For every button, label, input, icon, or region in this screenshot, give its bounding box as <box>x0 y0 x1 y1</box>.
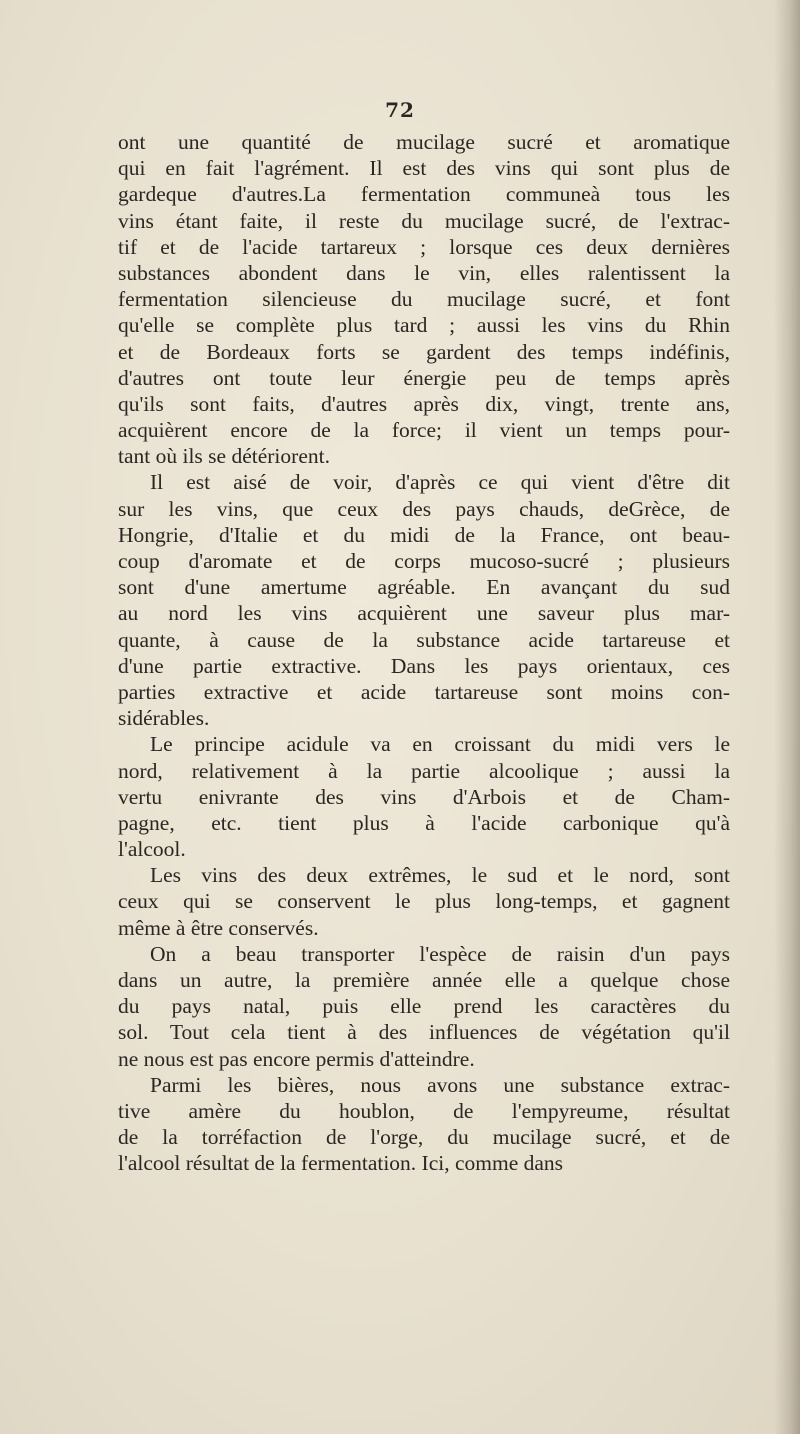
text-line: Les vins des deux extrêmes, le sud et le nord, sont <box>150 863 730 888</box>
text-line: sidérables. <box>118 706 210 731</box>
text-line: fermentation silencieuse du mucilage sucré, et font <box>118 287 730 312</box>
text-line: vins étant faite, il reste du mucilage sucré, de l'extrac- <box>118 208 730 233</box>
paragraph <box>118 469 730 731</box>
text-line: d'une partie extractive. Dans les pays orientaux, ces <box>118 653 730 678</box>
paragraph <box>118 129 730 469</box>
text-line: Le principe acidule va en croissant du midi vers le <box>150 732 730 757</box>
text-line: ne nous est pas encore permis d'atteindre. <box>118 1046 475 1071</box>
text-line: sol. Tout cela tient à des influences de végétation qu'il <box>118 1020 730 1045</box>
text-line: On a beau transporter l'espèce de raisin d'un pays <box>150 941 730 966</box>
text-line: gardeque d'autres.La fermentation communeà tous les <box>118 182 730 207</box>
text-line: au nord les vins acquièrent une saveur plus mar- <box>118 601 730 626</box>
text-line: nord, relativement à la partie alcoolique ; aussi la <box>118 758 730 783</box>
text-line: pagne, etc. tient plus à l'acide carbonique qu'à <box>118 810 730 835</box>
text-line: substances abondent dans le vin, elles ralentissent la <box>118 260 730 285</box>
body-text <box>118 129 730 1177</box>
text-line: l'alcool. <box>118 837 186 862</box>
text-line: qui en fait l'agrément. Il est des vins qui sont plus de <box>118 156 730 181</box>
page-edge-shadow <box>774 0 800 1434</box>
text-line: ceux qui se conservent le plus long-temps, et gagnent <box>118 889 730 914</box>
text-line: tif et de l'acide tartareux ; lorsque ces deux dernières <box>118 234 730 259</box>
text-line: parties extractive et acide tartareuse sont moins con- <box>118 679 730 704</box>
text-line: vertu enivrante des vins d'Arbois et de Cham- <box>118 784 730 809</box>
text-line: l'alcool résultat de la fermentation. Ici, comme dans <box>118 1151 564 1176</box>
text-line: sont d'une amertume agréable. En avançant du sud <box>118 575 730 600</box>
paragraph <box>118 862 730 941</box>
text-line: qu'elle se complète plus tard ; aussi les vins du Rhin <box>118 313 730 338</box>
text-line: quante, à cause de la substance acide tartareuse et <box>118 627 730 652</box>
text-line: acquièrent encore de la force; il vient un temps pour- <box>118 418 730 443</box>
text-line: d'autres ont toute leur énergie peu de temps après <box>118 365 730 390</box>
text-line: Hongrie, d'Italie et du midi de la France, ont beau- <box>118 522 730 547</box>
text-line: dans un autre, la première année elle a quelque chose <box>118 968 730 992</box>
paragraph <box>118 941 730 1072</box>
paragraph <box>118 731 730 862</box>
text-line: de la torréfaction de l'orge, du mucilage sucré, et de <box>118 1125 730 1150</box>
text-line: et de Bordeaux forts se gardent des temps indéfinis, <box>118 339 730 364</box>
paragraph <box>118 1072 730 1177</box>
text-line: ont une quantité de mucilage sucré et aromatique <box>118 130 730 154</box>
page-number: 72 <box>385 98 415 122</box>
text-line: sur les vins, que ceux des pays chauds, deGrèce, de <box>118 496 730 521</box>
text-line: Parmi les bières, nous avons une substance extrac- <box>150 1072 730 1097</box>
text-line: coup d'aromate et de corps mucoso-sucré ; plusieurs <box>118 549 730 573</box>
text-line: tive amère du houblon, de l'empyreume, résultat <box>118 1098 730 1123</box>
text-line: Il est aisé de voir, d'après ce qui vient d'être dit <box>150 470 730 495</box>
text-line: du pays natal, puis elle prend les caractères du <box>118 994 730 1019</box>
text-line: qu'ils sont faits, d'autres après dix, vingt, trente ans, <box>118 391 730 416</box>
text-line: tant où ils se détériorent. <box>118 444 330 469</box>
text-line: même à être conservés. <box>118 915 319 940</box>
